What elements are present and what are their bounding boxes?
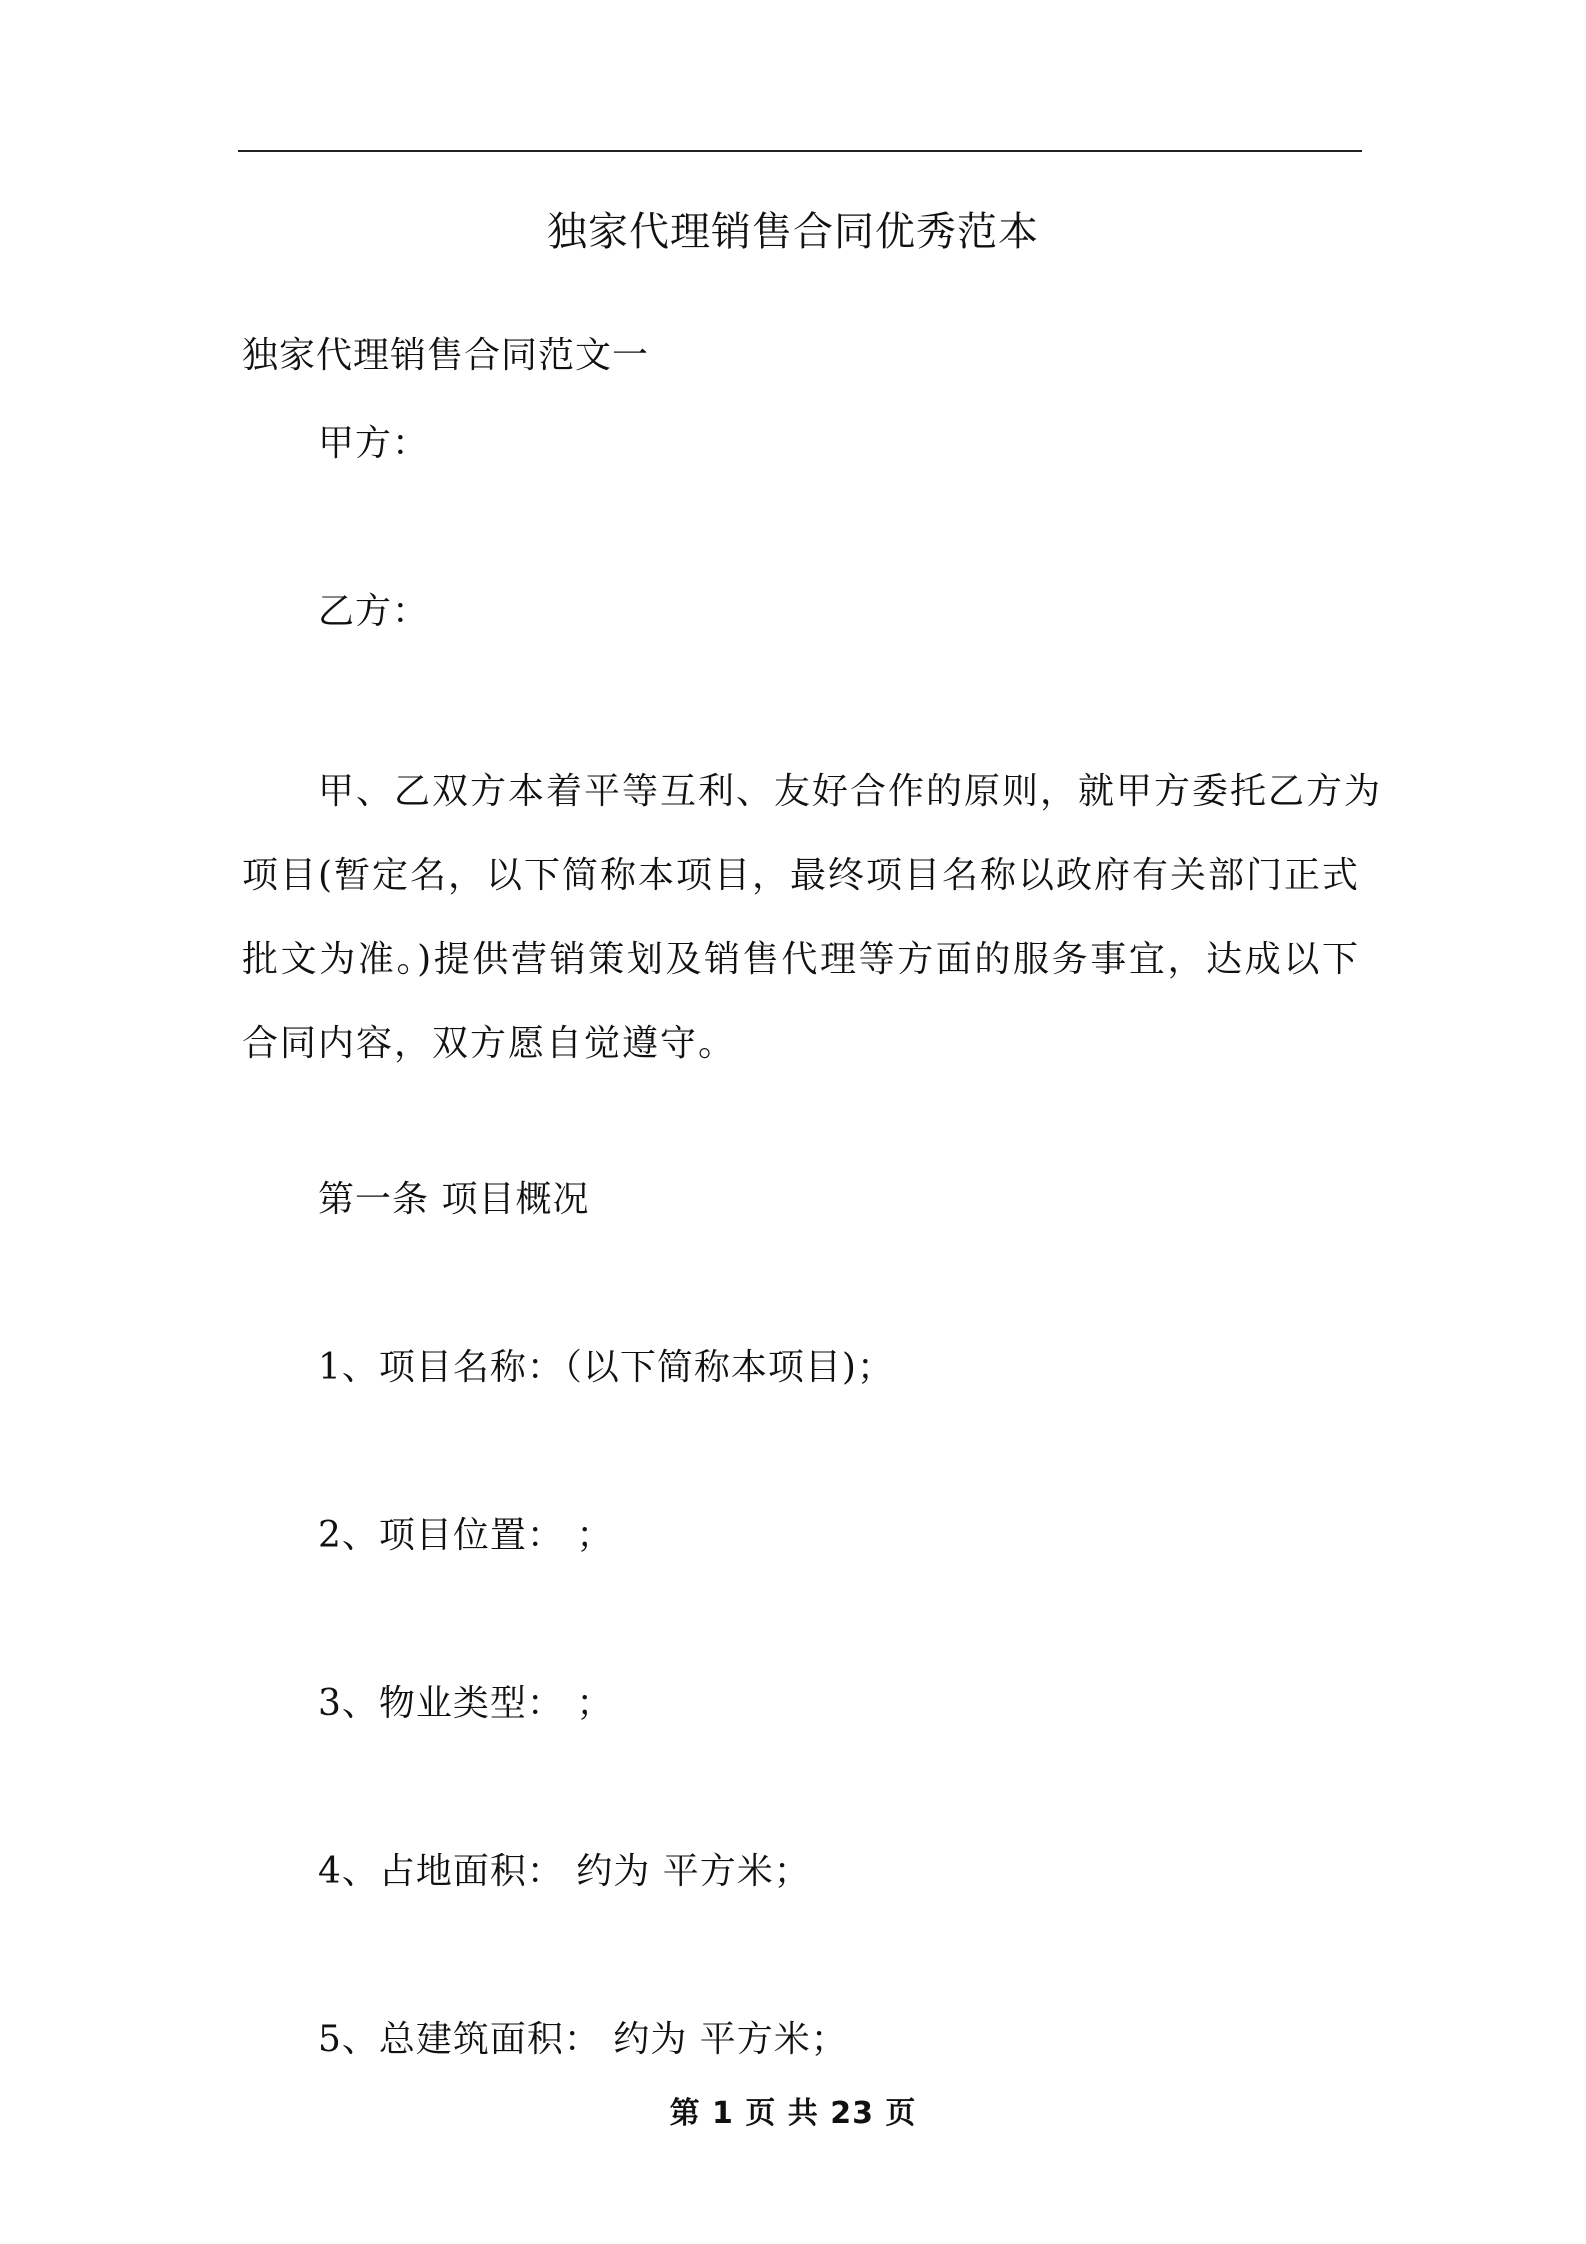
intro-line: 合同内容，双方愿自觉遵守。: [242, 1023, 737, 1064]
list-item: 2、项目位置： ；: [318, 1515, 614, 1556]
intro-line: 批文为准。)提供营销策划及销售代理等方面的服务事宜，达成以下: [242, 939, 1360, 980]
article-heading: 第一条 项目概况: [318, 1179, 590, 1220]
section-heading: 独家代理销售合同范文一: [242, 335, 650, 376]
party-b-label: 乙方：: [318, 591, 430, 632]
document-title: 独家代理销售合同优秀范本: [547, 209, 1039, 255]
party-a-label: 甲方：: [318, 423, 430, 464]
list-item: 4、占地面积： 约为 平方米；: [318, 1851, 811, 1892]
intro-line: 项目(暂定名，以下简称本项目，最终项目名称以政府有关部门正式: [242, 855, 1361, 896]
list-item: 3、物业类型： ；: [318, 1683, 614, 1724]
intro-line: 甲、乙双方本着平等互利、友好合作的原则，就甲方委托乙方为: [318, 771, 1383, 812]
list-item: 5、总建筑面积： 约为 平方米；: [318, 2019, 848, 2060]
intro-paragraph: [242, 750, 1383, 1086]
page-number: 第 1 页 共 23 页: [669, 2096, 917, 2131]
list-item: 1、项目名称：（以下简称本项目)；: [318, 1347, 894, 1388]
header-divider: [238, 150, 1362, 152]
